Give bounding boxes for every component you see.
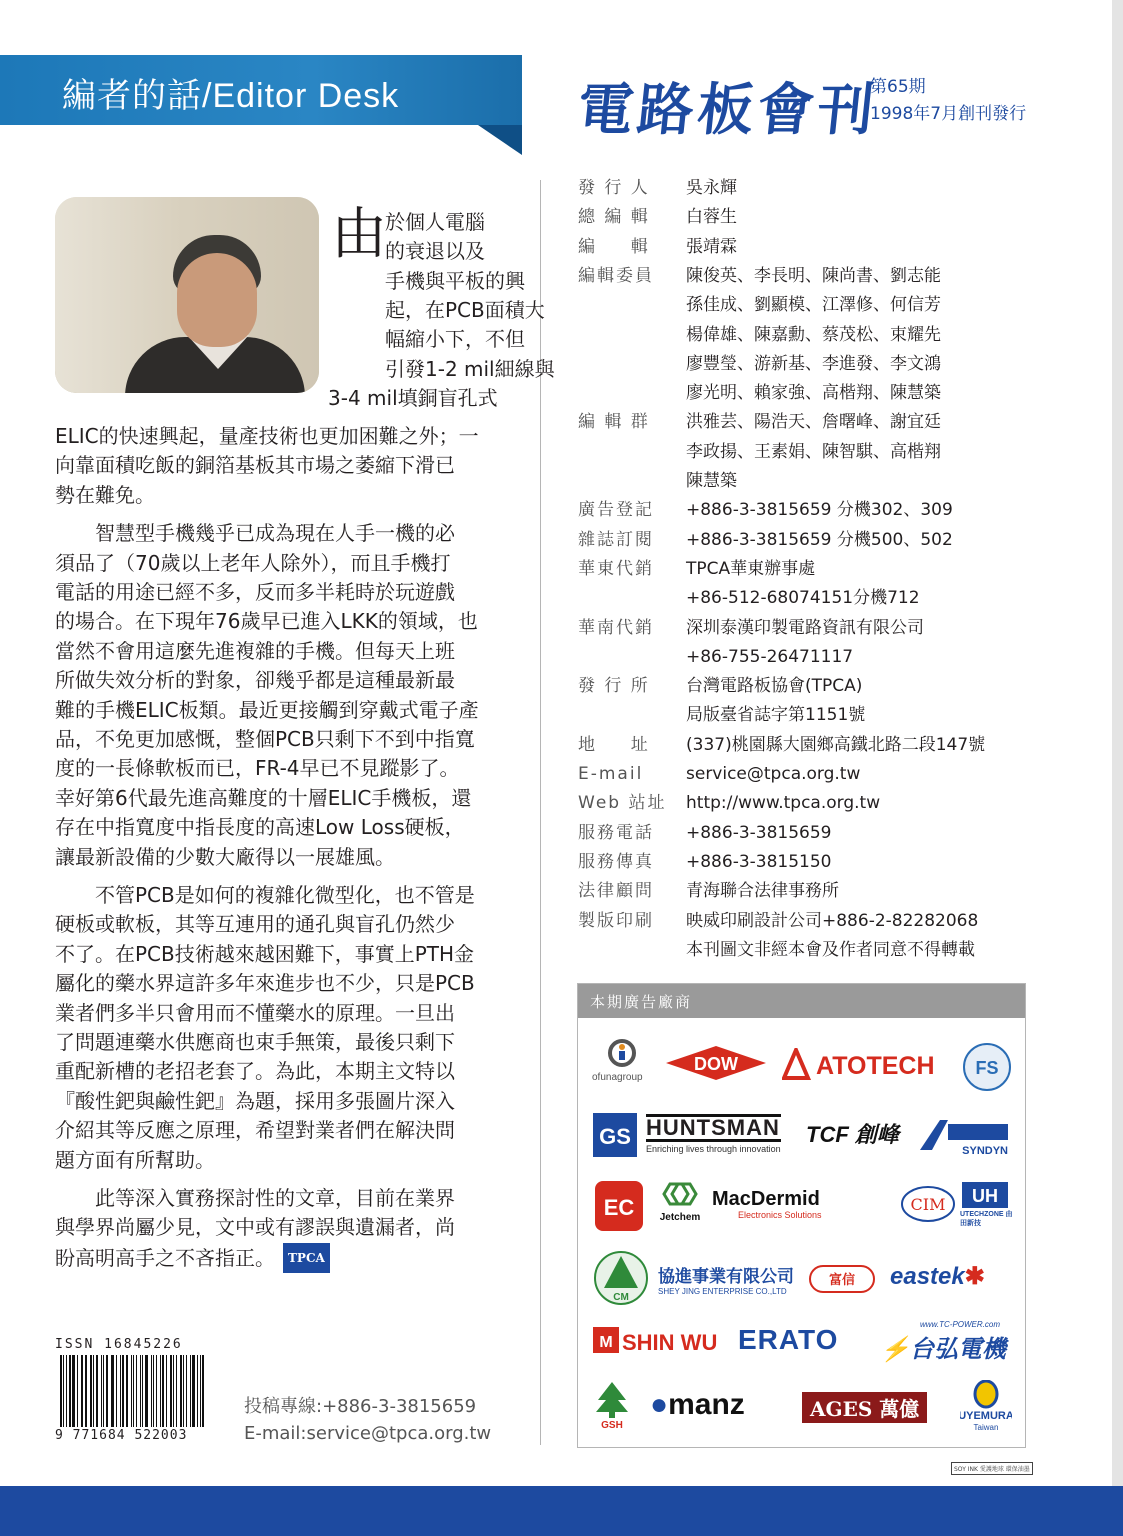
- credit-value: 青海聯合法律事務所: [686, 881, 839, 902]
- article-line: 幅縮小下，不但: [385, 327, 525, 352]
- manz-text: manz: [668, 1388, 745, 1421]
- logo-cim: [900, 1184, 956, 1229]
- article-line: 難的手機ELIC板類。最近更接觸到穿戴式電子產: [55, 697, 479, 722]
- credit-row: [578, 350, 941, 379]
- logo-fuxin: [808, 1264, 876, 1299]
- credit-value: +86-755-26471117: [686, 646, 854, 667]
- barcode-bar: [140, 1355, 141, 1427]
- credit-value: 李政揚、王素娟、陳智騏、高楷翔: [686, 441, 941, 462]
- article-line: 當然不會用這麼先進複雜的手機。但每天上班: [55, 638, 455, 663]
- logo-huntsman: [646, 1114, 781, 1154]
- credit-value: 白蓉生: [686, 207, 737, 228]
- credit-value: 孫佳成、劉顯模、江澤修、何信芳: [686, 295, 941, 316]
- article-line: 度的一長條軟板而已，FR-4早已不見蹤影了。: [55, 756, 460, 781]
- article-line: 須品了（70歲以上老年人除外），而且手機打: [55, 550, 451, 575]
- credit-row: [578, 291, 941, 320]
- credit-value: 張靖霖: [686, 236, 737, 257]
- logo-uyemura: [960, 1380, 1012, 1437]
- uyemura-sub: Taiwan: [973, 1423, 999, 1432]
- barcode-bar: [131, 1355, 132, 1427]
- credit-row: [578, 936, 975, 965]
- svg-text:M: M: [599, 1334, 613, 1351]
- credit-row: [578, 203, 737, 232]
- credit-row: [578, 379, 941, 408]
- dow-diamond-icon: [666, 1046, 766, 1080]
- credit-row: [578, 174, 737, 203]
- barcode-bar: [120, 1355, 121, 1427]
- credit-label: 製版印刷: [578, 910, 654, 931]
- shey-jing-tagline: SHEY JING ENTERPRISE CO.,LTD: [658, 1287, 787, 1296]
- fuxin-text: 富信: [828, 1273, 856, 1288]
- macdermid-tagline: Electronics Solutions: [738, 1210, 822, 1220]
- article-line: 屬化的藥水界這許多年來進步也不少，只是PCB: [55, 971, 475, 996]
- barcode-bar: [126, 1355, 128, 1427]
- credit-label: 發 行 所: [578, 676, 650, 697]
- barcode-bar: [153, 1355, 155, 1427]
- article-line: 引發1-2 mil細線與: [385, 356, 555, 381]
- gsh-text: GSH: [601, 1420, 623, 1430]
- ofuna-icon: [592, 1038, 652, 1084]
- credit-value: 吳永輝: [686, 178, 737, 198]
- credit-row: [578, 848, 832, 877]
- fs-text: FS: [975, 1058, 999, 1078]
- barcode-bar: [112, 1355, 114, 1427]
- credit-row: [578, 467, 737, 496]
- credit-value[interactable]: service@tpca.org.tw: [686, 764, 861, 784]
- article-line: 業者們多半只會用而不懂藥水的原理。一旦出: [55, 1000, 455, 1025]
- cm-text: CM: [613, 1292, 629, 1303]
- header-fold-shadow: [478, 125, 522, 155]
- barcode-bar: [66, 1355, 67, 1427]
- credit-value: 本刊圖文非經本會及作者同意不得轉載: [686, 939, 975, 960]
- credit-row: [578, 819, 832, 848]
- barcode-bar: [156, 1355, 157, 1427]
- cim-icon: [900, 1184, 956, 1224]
- svg-text:UH: UH: [972, 1186, 998, 1206]
- issue-info: [870, 74, 1026, 128]
- credit-row: [578, 877, 839, 906]
- credit-row: [578, 701, 866, 730]
- credit-value: 楊偉雄、陳嘉勳、蔡茂松、束耀先: [686, 324, 941, 345]
- shinwu-icon: [592, 1324, 722, 1356]
- barcode-bar: [151, 1355, 152, 1427]
- article-line: 勢在難免。: [55, 482, 155, 507]
- submission-email[interactable]: E-mail:service@tpca.org.tw: [244, 1423, 492, 1444]
- credit-label: 華南代銷: [578, 617, 654, 638]
- credit-label: 編輯委員: [578, 265, 654, 286]
- logo-shey-jing: [658, 1262, 794, 1296]
- credit-value: 深圳泰漢印製電路資訊有限公司: [686, 617, 924, 638]
- logo-manz: [650, 1388, 745, 1422]
- advertisers-box: [577, 983, 1026, 1448]
- barcode-bar: [72, 1355, 75, 1427]
- author-photo: [55, 197, 319, 393]
- drop-cap: 由: [331, 202, 387, 267]
- barcode-bar: [166, 1355, 167, 1427]
- barcode: [60, 1355, 206, 1427]
- eastek-text: eastek: [890, 1263, 965, 1290]
- cm-globe-icon: [592, 1250, 650, 1306]
- barcode-bar: [136, 1355, 138, 1427]
- credit-value: +86-512-68074151分機712: [686, 588, 920, 609]
- article-line: 不管PCB是如何的複雜化微型化，也不管是: [55, 883, 475, 907]
- barcode-bar: [85, 1355, 87, 1427]
- logo-tcpower: [880, 1320, 1006, 1364]
- page-edge-rule: [1112, 0, 1123, 1490]
- credit-row: [578, 731, 986, 760]
- article-line: 重配新槽的老招老套了。為此，本期主文特以: [55, 1059, 455, 1084]
- credit-value: 台灣電路板協會(TPCA): [686, 676, 863, 697]
- credit-label: 編 輯: [578, 236, 650, 257]
- credit-row: [578, 614, 924, 643]
- barcode-bar: [183, 1355, 185, 1427]
- shey-jing-text: 協進事業有限公司: [658, 1267, 794, 1286]
- utechzone-text: UTECHZONE 由田新技: [960, 1211, 1013, 1227]
- barcode-bar: [200, 1355, 201, 1427]
- barcode-bar: [101, 1355, 102, 1427]
- barcode-bar: [133, 1355, 134, 1427]
- atotech-icon: [782, 1048, 952, 1080]
- barcode-bar: [96, 1355, 99, 1427]
- barcode-bar: [192, 1355, 195, 1427]
- credit-value: 廖光明、賴家強、高楷翔、陳慧築: [686, 383, 941, 404]
- logo-ages: AGES 萬億: [802, 1392, 927, 1423]
- barcode-bar: [176, 1355, 177, 1427]
- synoyn-icon: [918, 1116, 1014, 1156]
- credit-row: [578, 408, 941, 437]
- credit-value: (337)桃園縣大園鄉高鐵北路二段147號: [686, 734, 986, 755]
- credit-value: 映威印刷設計公司+886-2-82282068: [686, 910, 979, 931]
- article-line: 了問題連藥水供應商也束手無策，最後只剩下: [55, 1030, 455, 1054]
- barcode-bar: [103, 1355, 104, 1427]
- article-line: 幸好第6代最先進高難度的十層ELIC手機板，還: [55, 785, 472, 810]
- logo-shinwu: [592, 1324, 722, 1361]
- credit-value: 洪雅芸、陽浩天、詹曙峰、謝宜廷: [686, 412, 941, 433]
- credit-label: 服務電話: [578, 822, 654, 843]
- barcode-bar: [77, 1355, 78, 1427]
- barcode-bar: [111, 1355, 112, 1427]
- founded-date: 1998年7月創刊發行: [870, 104, 1027, 124]
- credit-label: 總 編 輯: [578, 207, 650, 228]
- advertisers-heading: 本期廣告廠商: [590, 993, 693, 1011]
- article-line: 於個人電腦: [385, 210, 485, 234]
- credit-value: +886-3-3815659 分機302、309: [686, 500, 953, 521]
- credit-row: [578, 496, 953, 525]
- credit-row: [578, 321, 941, 350]
- huntsman-tagline: Enriching lives through innovation: [646, 1144, 781, 1154]
- logo-dow: [666, 1046, 766, 1085]
- credit-row: [578, 438, 941, 467]
- synoyn-text: SYNDYN: [962, 1145, 1008, 1156]
- article-line: 的場合。在下現年76歲早已進入LKK的領域，也: [55, 609, 478, 634]
- barcode-bar: [197, 1355, 198, 1427]
- section-title: 編者的話/Editor Desk: [62, 77, 400, 115]
- article-line: 存在中指寬度中指長度的高速Low Loss硬板，: [55, 815, 465, 840]
- credit-row: [578, 907, 979, 936]
- barcode-bar: [186, 1355, 187, 1427]
- article-line: 的衰退以及: [385, 239, 485, 264]
- tcpower-text: 台弘電機: [909, 1336, 1006, 1363]
- barcode-bar: [81, 1355, 82, 1427]
- footer-band: [0, 1486, 1123, 1536]
- issue-number: 第65期: [870, 77, 926, 97]
- credit-value: 陳俊英、李長明、陳尚書、劉志能: [686, 265, 941, 286]
- credit-label: 廣告登記: [578, 500, 654, 521]
- credit-label: E-mail: [578, 764, 644, 784]
- barcode-bar: [180, 1355, 182, 1427]
- logo-cm: [592, 1250, 650, 1311]
- logo-tcf: TCF 創峰: [806, 1122, 899, 1147]
- logo-synoyn: [918, 1116, 1014, 1161]
- barcode-bar: [90, 1355, 92, 1427]
- logo-eastek: [890, 1262, 985, 1291]
- article-line: ELIC的快速興起，量產技術也更加困難之外；一: [55, 424, 479, 448]
- macdermid-text: MacDermid: [712, 1188, 820, 1210]
- issn-label: ISSN 16845226: [55, 1337, 183, 1352]
- credit-row: [578, 760, 861, 789]
- credit-row: [578, 233, 737, 262]
- logo-gsh: [592, 1380, 632, 1435]
- logo-gs: [592, 1112, 638, 1163]
- credit-value[interactable]: http://www.tpca.org.tw: [686, 793, 881, 814]
- article-line: 手機與平板的興: [385, 268, 525, 293]
- barcode-bar: [173, 1355, 174, 1427]
- credit-value: 陳慧築: [686, 471, 737, 491]
- bolt-icon: ⚡: [880, 1336, 910, 1363]
- jetchem-icon: [652, 1182, 708, 1232]
- credit-row: [578, 526, 953, 555]
- article-line: 與學界尚屬少見，文中或有謬誤與遺漏者，尚: [55, 1215, 455, 1240]
- logo-erato: ERATO: [738, 1324, 839, 1355]
- fs-globe-icon: [962, 1040, 1012, 1094]
- credit-value: 局版臺省誌字第1151號: [686, 705, 866, 726]
- credit-value: +886-3-3815659 分機500、502: [686, 529, 953, 550]
- barcode-bar: [60, 1355, 62, 1427]
- credit-value: 廖豐瑩、游新基、李進發、李文鴻: [686, 353, 941, 374]
- submission-phone: 投稿專線:+886-3-3815659: [244, 1396, 477, 1417]
- barcode-bar: [162, 1355, 164, 1427]
- barcode-bar: [142, 1355, 143, 1427]
- article-line: 起，在PCB面積大: [385, 297, 545, 322]
- credit-label: 發 行 人: [578, 178, 650, 198]
- barcode-bar: [69, 1355, 71, 1427]
- barcode-bar: [93, 1355, 94, 1427]
- ec-text: EC: [603, 1195, 635, 1220]
- article-line: 介紹其等反應之原理，希望對業者們在解決問: [55, 1118, 455, 1143]
- article-line: 『酸性鈀與鹼性鈀』為題，採用多張圖片深入: [55, 1088, 455, 1113]
- article-line: 電話的用途已經不多，反而多半耗時於玩遊戲: [55, 580, 455, 604]
- article-line: 題方面有所幫助。: [55, 1147, 215, 1172]
- dow-text: DOW: [694, 1054, 738, 1074]
- credit-value: +886-3-3815150: [686, 851, 832, 872]
- article-line: 所做失效分析的對象，卻幾乎都是這種最新最: [55, 668, 455, 693]
- credit-label: 法律顧問: [578, 881, 654, 902]
- article-line: 讓最新設備的少數大廠得以一展雄風。: [55, 844, 395, 869]
- logo-atotech: [782, 1048, 952, 1085]
- credit-row: [578, 555, 816, 584]
- article-line: 3-4 mil填銅盲孔式: [328, 385, 498, 410]
- credit-label: Web 站址: [578, 793, 667, 814]
- barcode-bar: [160, 1355, 161, 1427]
- article-line: 硬板或軟板，其等互連用的通孔與盲孔仍然少: [55, 912, 455, 937]
- credit-row: [578, 643, 854, 672]
- logo-ofuna: [592, 1038, 652, 1089]
- credit-row: [578, 672, 863, 701]
- huntsman-text: HUNTSMAN: [646, 1115, 780, 1140]
- article-line: 此等深入實務探討性的文章，目前在業界: [55, 1186, 455, 1210]
- credit-row: [578, 584, 920, 613]
- barcode-bar: [145, 1355, 148, 1427]
- barcode-bar: [202, 1355, 204, 1427]
- credit-value: TPCA華東辦事處: [686, 558, 816, 579]
- credit-label: 雜誌訂閱: [578, 529, 654, 550]
- credit-label: 服務傳真: [578, 851, 654, 872]
- logo-fs: [962, 1040, 1012, 1099]
- article-line: 品，不免更加感慨，整個PCB只剩下不到中指寬: [55, 727, 475, 751]
- uyemura-text: UYEMURA: [960, 1410, 1012, 1422]
- cim-text: CIM: [910, 1195, 946, 1214]
- ofuna-text: ofunagroup: [592, 1072, 643, 1083]
- logo-ec: [594, 1180, 644, 1237]
- gs-text: GS: [599, 1124, 631, 1149]
- gs-icon: [592, 1112, 638, 1158]
- ec-icon: [594, 1180, 644, 1232]
- logo-utechzone: [960, 1180, 1014, 1237]
- barcode-bar: [122, 1355, 125, 1427]
- article-line: 智慧型手機幾乎已成為現在人手一機的必: [55, 521, 455, 546]
- credit-value: +886-3-3815659: [686, 822, 832, 843]
- advertisers-header: [578, 984, 1025, 1018]
- credit-row: [578, 789, 881, 818]
- credit-label: 華東代銷: [578, 558, 654, 579]
- soy-ink-mark: SOY INK 愛護地球 環保油墨: [951, 1462, 1033, 1475]
- fuxin-icon: [808, 1264, 876, 1294]
- tpca-sign-tag: TPCA: [283, 1243, 330, 1273]
- eastek-cross-icon: ✱: [964, 1263, 985, 1290]
- logo-macdermid: [712, 1188, 822, 1220]
- barcode-bar: [106, 1355, 108, 1427]
- credit-label: 地 址: [578, 734, 650, 755]
- barcode-bar: [190, 1355, 191, 1427]
- credit-label: 編 輯 群: [578, 412, 650, 433]
- barcode-bar: [170, 1355, 173, 1427]
- shinwu-text: SHIN WU: [622, 1330, 718, 1355]
- logo-jetchem: [652, 1182, 708, 1237]
- gsh-tree-icon: [592, 1380, 632, 1430]
- credit-row: [578, 262, 941, 291]
- magazine-brand: 電路板會刊: [574, 77, 882, 143]
- article-line: 不了。在PCB技術越來越困難下，事實上PTH金: [55, 941, 475, 966]
- article-line: 向靠面積吃飯的銅箔基板其市場之萎縮下滑已: [55, 453, 455, 478]
- barcode-bar: [116, 1355, 117, 1427]
- jetchem-text: Jetchem: [659, 1212, 701, 1223]
- atotech-text: ATOTECH: [816, 1052, 935, 1080]
- barcode-number: 9 771684 522003: [55, 1428, 188, 1443]
- uyemura-icon: [960, 1380, 1012, 1432]
- tcpower-tagline: www.TC-POWER.com: [920, 1320, 1000, 1329]
- manz-icon: ●: [650, 1388, 669, 1421]
- barcode-bar: [63, 1355, 64, 1427]
- barcode-bar: [82, 1355, 83, 1427]
- article-line: 盼高明高手之不吝指正。 TPCA: [55, 1243, 330, 1273]
